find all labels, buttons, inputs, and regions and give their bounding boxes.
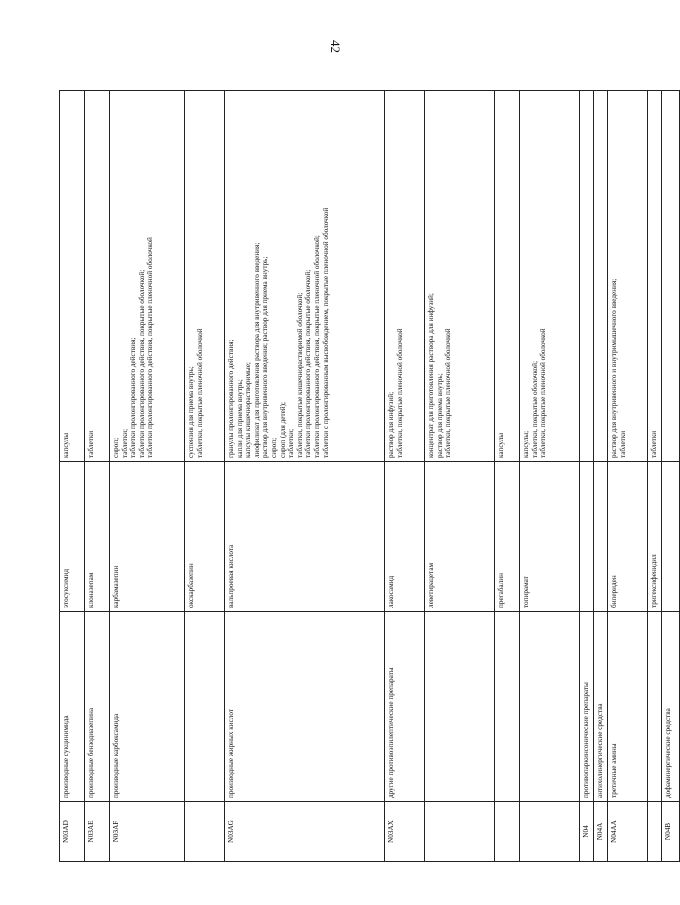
- dosage-forms-cell: [662, 91, 680, 462]
- substance-cell: лакосамид: [385, 462, 425, 612]
- atc-code-cell: N03AF: [110, 802, 185, 862]
- atc-code-cell: [648, 802, 662, 862]
- dosage-form-line: капсулы: [497, 432, 505, 458]
- dosage-form-line: таблетки: [618, 430, 627, 458]
- dosage-form-line: таблетки, покрытые пленочной оболочкой: [195, 328, 204, 458]
- dosage-form-line: таблетки пролонгированного действия, покрытые пленочной оболочкой;: [312, 235, 321, 458]
- dosage-forms-cell: [110, 91, 185, 462]
- substance-cell: [580, 462, 594, 612]
- substance-cell: окскарбазепин: [185, 462, 225, 612]
- dosage-form-line: таблетки, покрытые пленочной оболочкой: [539, 328, 548, 458]
- dosage-form-line: таблетки, покрытые пленочной оболочкой: [395, 328, 404, 458]
- dosage-form-line: таблетки, покрытые пленочной оболочкой: [444, 328, 453, 458]
- atc-code-cell: N03AD: [60, 802, 85, 862]
- dosage-form-line: раствор для внутривенного и внутримышечного введения;: [610, 278, 618, 458]
- substance-cell: [594, 462, 608, 612]
- dosage-forms-cell: [594, 91, 608, 462]
- dosage-form-line: таблетки;: [287, 428, 296, 458]
- dosage-form-line: таблетки, покрытые кишечнорастворимой оболочкой;: [295, 292, 304, 458]
- dosage-form-line: таблетки пролонгированного действия;: [129, 337, 138, 458]
- group-name-cell: [185, 612, 225, 802]
- dosage-form-line: таблетки пролонгированного действия, покрытые оболочкой;: [304, 269, 313, 458]
- dosage-forms-cell: [608, 91, 648, 462]
- atc-code-cell: N03AX: [385, 802, 425, 862]
- group-name-cell: [520, 612, 580, 802]
- group-name-cell: производные карбоксамида: [110, 612, 185, 802]
- substance-cell: тригексифенидил: [648, 462, 662, 612]
- dosage-form-line: раствор для внутривенного введения; раствор для приема внутрь;: [261, 256, 270, 458]
- dosage-form-line: сироп (для детей);: [278, 401, 287, 458]
- atc-code-cell: N04: [580, 802, 594, 862]
- dosage-form-line: таблетки пролонгированного действия, покрытые оболочкой;: [137, 269, 146, 458]
- atc-code-cell: [495, 802, 520, 862]
- medication-table: [59, 90, 680, 862]
- substance-cell: [662, 462, 680, 612]
- dosage-form-line: таблетки пролонгированного действия, покрытые пленочной оболочкой: [146, 237, 155, 458]
- atc-code-cell: [185, 802, 225, 862]
- dosage-form-line: капли для приема внутрь;: [235, 379, 244, 458]
- table-row: [520, 91, 580, 862]
- table-row: [425, 91, 495, 862]
- dosage-form-line: лиофилизат для приготовления раствора для внутривенного введения;: [252, 242, 261, 458]
- atc-code-cell: N03AE: [85, 802, 110, 862]
- dosage-forms-cell: [185, 91, 225, 462]
- atc-code-cell: N04A: [594, 802, 608, 862]
- table-row: [662, 91, 680, 862]
- dosage-form-line: таблетки;: [120, 428, 129, 458]
- atc-code-cell: N04AA: [608, 802, 648, 862]
- table-row: [495, 91, 520, 862]
- substance-cell: прегабалин: [495, 462, 520, 612]
- group-name-cell: [495, 612, 520, 802]
- group-name-cell: [425, 612, 495, 802]
- table-row: [594, 91, 608, 862]
- group-name-cell: антихолинергические средства: [594, 612, 608, 802]
- dosage-forms-cell: [85, 91, 110, 462]
- table-row: [110, 91, 185, 862]
- table-row: [608, 91, 648, 862]
- group-name-cell: третичные амины: [608, 612, 648, 802]
- table-row: [580, 91, 594, 862]
- dosage-forms-cell: [520, 91, 580, 462]
- substance-cell: этосуксимид: [60, 462, 85, 612]
- group-name-cell: производные сукцинимида: [60, 612, 85, 802]
- dosage-form-line: таблетки с пролонгированным высвобождением, покрытые пленочной оболочкой: [321, 207, 330, 458]
- atc-code-cell: [520, 802, 580, 862]
- dosage-forms-cell: [225, 91, 385, 462]
- table-row: [648, 91, 662, 862]
- group-name-cell: [648, 612, 662, 802]
- substance-cell: вальпроевая кислота: [225, 462, 385, 612]
- dosage-form-line: суспензия для приема внутрь;: [187, 366, 195, 458]
- dosage-form-line: сироп;: [269, 437, 278, 458]
- dosage-form-line: раствор для инфузий;: [387, 391, 395, 458]
- atc-code-cell: N03AG: [225, 802, 385, 862]
- table-row: [225, 91, 385, 862]
- table-row: [60, 91, 85, 862]
- substance-cell: клоназепам: [85, 462, 110, 612]
- dosage-forms-cell: [385, 91, 425, 462]
- group-name-cell: противопаркинсонические препараты: [580, 612, 594, 802]
- dosage-form-line: таблетки, покрытые оболочкой;: [530, 361, 539, 458]
- group-name-cell: дофаминергические средства: [662, 612, 680, 802]
- group-name-cell: другие противоэпилептические препараты: [385, 612, 425, 802]
- table-row: [185, 91, 225, 862]
- dosage-form-line: гранулы пролонгированного действия;: [227, 339, 235, 458]
- rotated-page-content: [59, 91, 672, 862]
- group-name-cell: производные бензодиазепина: [85, 612, 110, 802]
- substance-cell: бипериден: [608, 462, 648, 612]
- substance-cell: карбамазепин: [110, 462, 185, 612]
- dosage-form-line: сироп;: [112, 437, 120, 458]
- substance-cell: леветирацетам: [425, 462, 495, 612]
- dosage-forms-cell: [648, 91, 662, 462]
- table-row: [385, 91, 425, 862]
- dosage-form-line: таблетки: [650, 430, 658, 458]
- dosage-form-line: капсулы: [62, 432, 70, 458]
- dosage-form-line: капсулы;: [522, 430, 530, 458]
- dosage-forms-cell: [60, 91, 85, 462]
- dosage-forms-cell: [580, 91, 594, 462]
- dosage-forms-cell: [425, 91, 495, 462]
- atc-code-cell: [425, 802, 495, 862]
- atc-code-cell: N04B: [662, 802, 680, 862]
- dosage-form-line: концентрат для приготовления раствора для инфузий;: [427, 293, 435, 458]
- table-row: [85, 91, 110, 862]
- substance-cell: топирамат: [520, 462, 580, 612]
- dosage-form-line: таблетки: [87, 430, 95, 458]
- page-number: 42: [328, 40, 343, 53]
- dosage-forms-cell: [495, 91, 520, 462]
- dosage-form-line: раствор для приема внутрь;: [435, 373, 444, 458]
- dosage-form-line: капсулы кишечнорастворимые;: [244, 362, 253, 458]
- group-name-cell: производные жирных кислот: [225, 612, 385, 802]
